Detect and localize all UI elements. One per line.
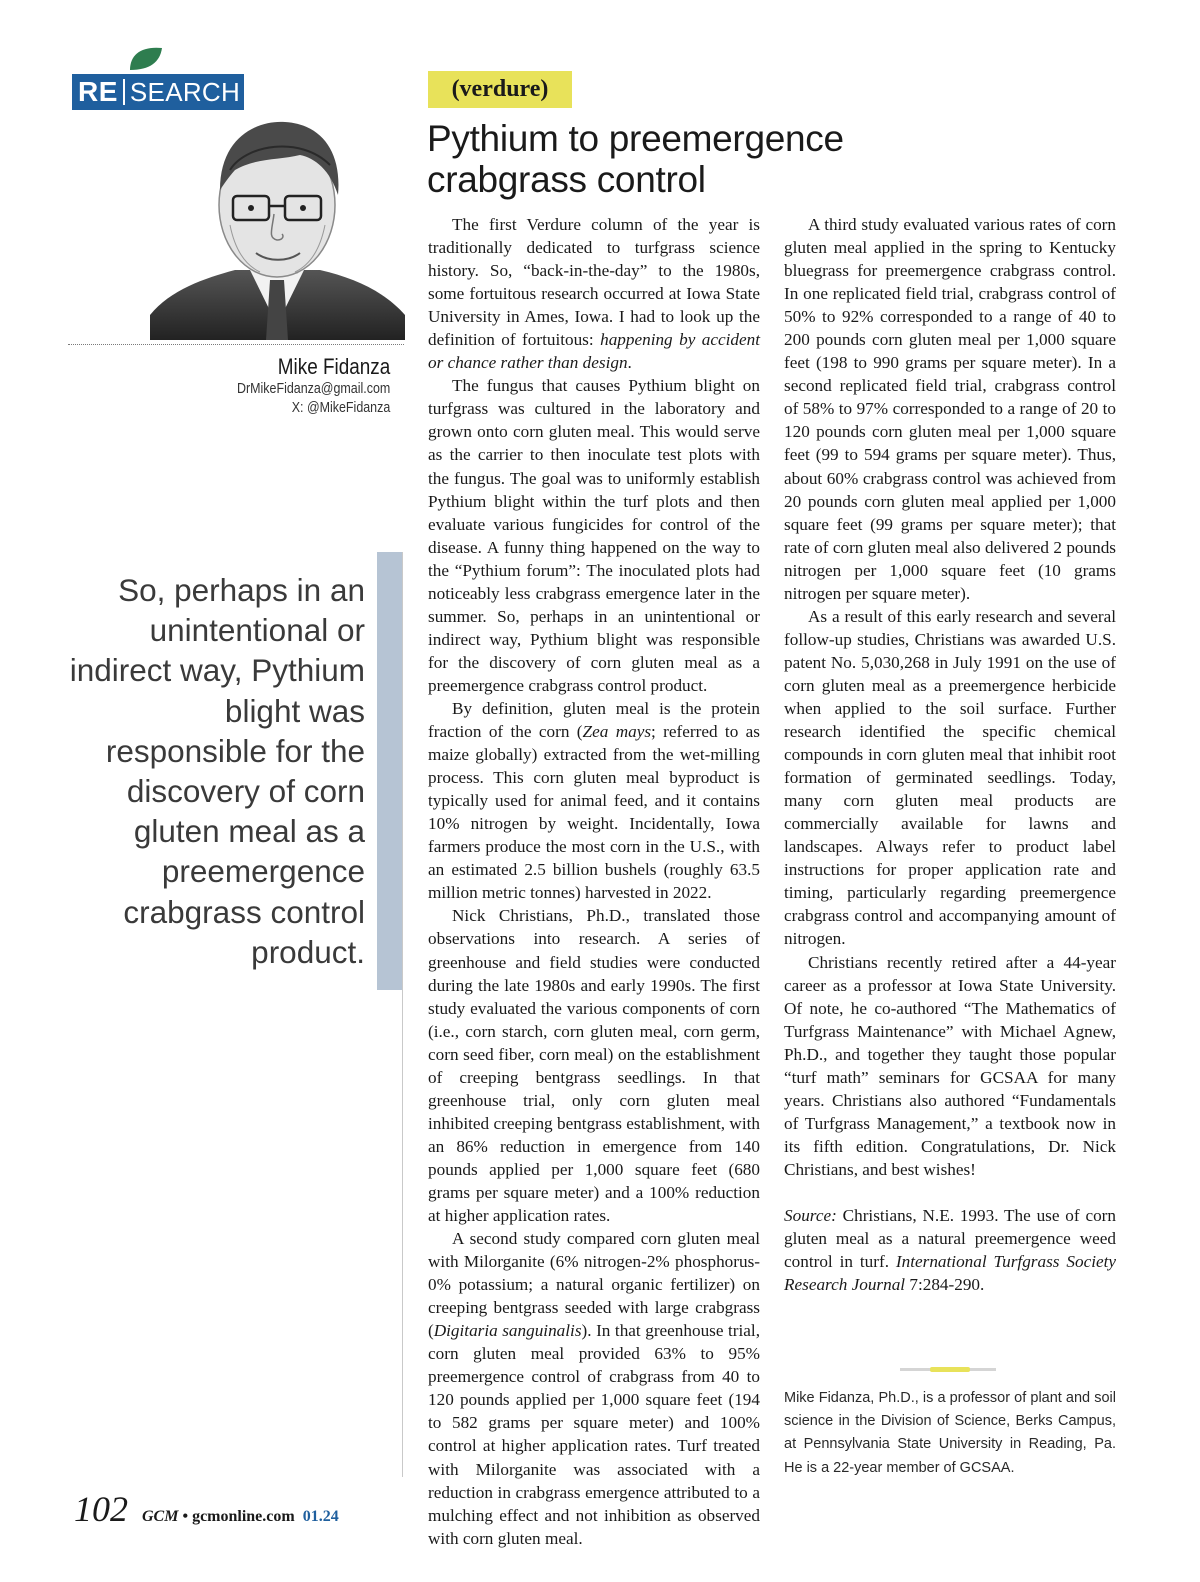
pullquote-bar xyxy=(377,552,402,990)
footer-magazine: GCM xyxy=(142,1508,179,1525)
body-paragraph: A second study compared corn gluten meal with Milorganite (6% nitrogen-2% phosphorus-0% potassium; a natural organic fertilizer) on creeping bentgrass seeded with large crabgrass (Digitaria sanguinalis). In that greenhouse trial, corn gluten meal provided 63% to 95% preemergence control of crabgrass from 40 to 120 pounds applied per 1,000 square feet (194 to 582 grams per square meter) and 100% control at higher application rates. Turf treated with Milorganite was associated with a reduction in crabgrass emergence attributed to a mulching effect and not inhibition as observed with corn gluten meal. xyxy=(428,1229,760,1548)
leaf-icon xyxy=(128,46,164,70)
source-citation: Source: Christians, N.E. 1993. The use of corn gluten meal as a natural preemergence weed control in turf. International Turfgrass Society Research Journal 7:284-290. xyxy=(784,1205,1117,1295)
author-x-handle[interactable]: X: @MikeFidanza xyxy=(291,400,390,416)
logo-search: SEARCH xyxy=(129,76,241,107)
author-name: Mike Fidanza xyxy=(277,354,390,379)
page-footer xyxy=(74,1488,339,1528)
sidebar-divider xyxy=(68,344,404,345)
body-paragraph: A third study evaluated various rates of corn gluten meal applied in the spring to Kentucky bluegrass for preemergence crabgrass control. In one replicated field trial, crabgrass control of 50% to 92% corresponded to a range of 40 to 200 pounds corn gluten meal per 1,000 square feet (198 to 990 grams per square meter). In a second replicated field trial, crabgrass control of 58% to 97% corresponded to a range of 20 to 120 pounds corn gluten meal per 1,000 square feet (99 to 594 grams per square meter). Thus, about 60% crabgrass control was achieved from 20 pounds corn gluten meal applied per 1,000 square feet (99 grams per square meter); that rate of corn gluten meal also delivered 2 pounds nitrogen per 1,000 square feet (10 grams nitrogen per square meter). xyxy=(784,215,1116,603)
body-paragraph: By definition, gluten meal is the protein fraction of the corn (Zea mays; referred to as maize globally) extracted from the wet-milling process. This corn gluten meal byproduct is typically used for animal feed, and it contains 10% nitrogen by weight. Incidentally, Iowa farmers produce the most corn in the U.S., with an estimated 2.5 billion bushels (roughly 63.5 million metric tonnes) harvested in 2022. xyxy=(428,698,760,903)
column-rule xyxy=(402,552,403,1477)
footer-separator: • xyxy=(182,1508,189,1525)
footer-issue: 01.24 xyxy=(302,1508,339,1525)
research-logo xyxy=(72,74,244,110)
author-portrait xyxy=(150,110,405,340)
body-paragraph: Christians recently retired after a 44-year career as a professor at Iowa State University. Of note, he co-authored “The Mathematics of Turfgrass Maintenance” with Michael Agnew, Ph.D., and together they taught those popular “turf math” seminars for GCSAA for many years. Christians also authored “Fundamentals of Turfgrass Management,” a textbook now in its fifth edition. Congratulations, Dr. Nick Christians, and best wishes! xyxy=(784,952,1116,1179)
body-paragraph: The fungus that causes Pythium blight on turfgrass was cultured in the laboratory and grown onto corn gluten meal. This would serve as the carrier to then inoculate test plots with the fungus. The goal was to uniformly establish Pythium blight within the turf plots and then evaluate various fungicides for control of the disease. A funny thing happened on the way to the “Pythium forum”: The inoculated plots had noticeably less crabgrass emergence later in the summer. So, perhaps in an unintentional or indirect way, Pythium blight was responsible for the discovery of corn gluten meal as a preemergence crabgrass control product. xyxy=(428,376,760,695)
body-column-right xyxy=(784,213,1116,1296)
author-bio: Mike Fidanza, Ph.D., is a professor of plant and soil science in the Division of Science, Berks Campus, at Pennsylvania State University in Reading, Pa. He is a 22-year member of GCSAA. xyxy=(784,1390,1116,1476)
page-number: 102 xyxy=(74,1489,128,1529)
article-headline: Pythium to preemergence crabgrass control xyxy=(427,118,844,200)
bio-divider-accent xyxy=(930,1367,970,1372)
logo-divider xyxy=(123,79,125,105)
section-tag: (verdure) xyxy=(428,71,572,108)
body-paragraph: Nick Christians, Ph.D., translated those observations into research. A series of greenhouse and field studies were conducted during the late 1980s and early 1990s. The first study evaluated the various components of corn (i.e., corn starch, corn gluten meal, corn germ, corn seed fiber, corn meal) on the establishment of creeping bentgrass seedlings. In that greenhouse trial, only corn gluten meal inhibited creeping bentgrass establishment, with an 86% reduction in emergence from 140 pounds applied per 1,000 square feet (680 grams per square meter) and a 100% reduction at higher application rates. xyxy=(428,906,760,1226)
footer-site[interactable]: gcmonline.com xyxy=(192,1508,295,1525)
author-email[interactable]: DrMikeFidanza@gmail.com xyxy=(236,381,390,397)
pull-quote: So, perhaps in an unintentional or indirect way, Pythium blight was responsible for the discovery of corn gluten meal as a preemergence crabgrass control product. xyxy=(69,572,365,970)
logo-re: RE xyxy=(78,76,118,107)
body-paragraph: The first Verdure column of the year is traditionally dedicated to turfgrass science history. So, “back-in-the-day” to the 1980s, some fortuitous research occurred at Iowa State University in Ames, Iowa. I had to look up the definition of fortuitous: happening by accident or chance rather than design. xyxy=(428,215,760,373)
author-block xyxy=(212,354,390,418)
body-column-left xyxy=(428,213,760,1550)
body-paragraph: As a result of this early research and several follow-up studies, Christians was awarded U.S. patent No. 5,030,268 in July 1991 on the use of corn gluten meal as a preemergence herbicide when applied to the soil surface. Further research identified the specific chemical compounds in corn gluten meal that inhibit root formation of germinated seedlings. Today, many corn gluten meal products are commercially available for lawns and landscapes. Always refer to product label instructions for proper application rate and timing, particularly regarding preemergence crabgrass control and accompanying amount of nitrogen. xyxy=(784,606,1116,949)
